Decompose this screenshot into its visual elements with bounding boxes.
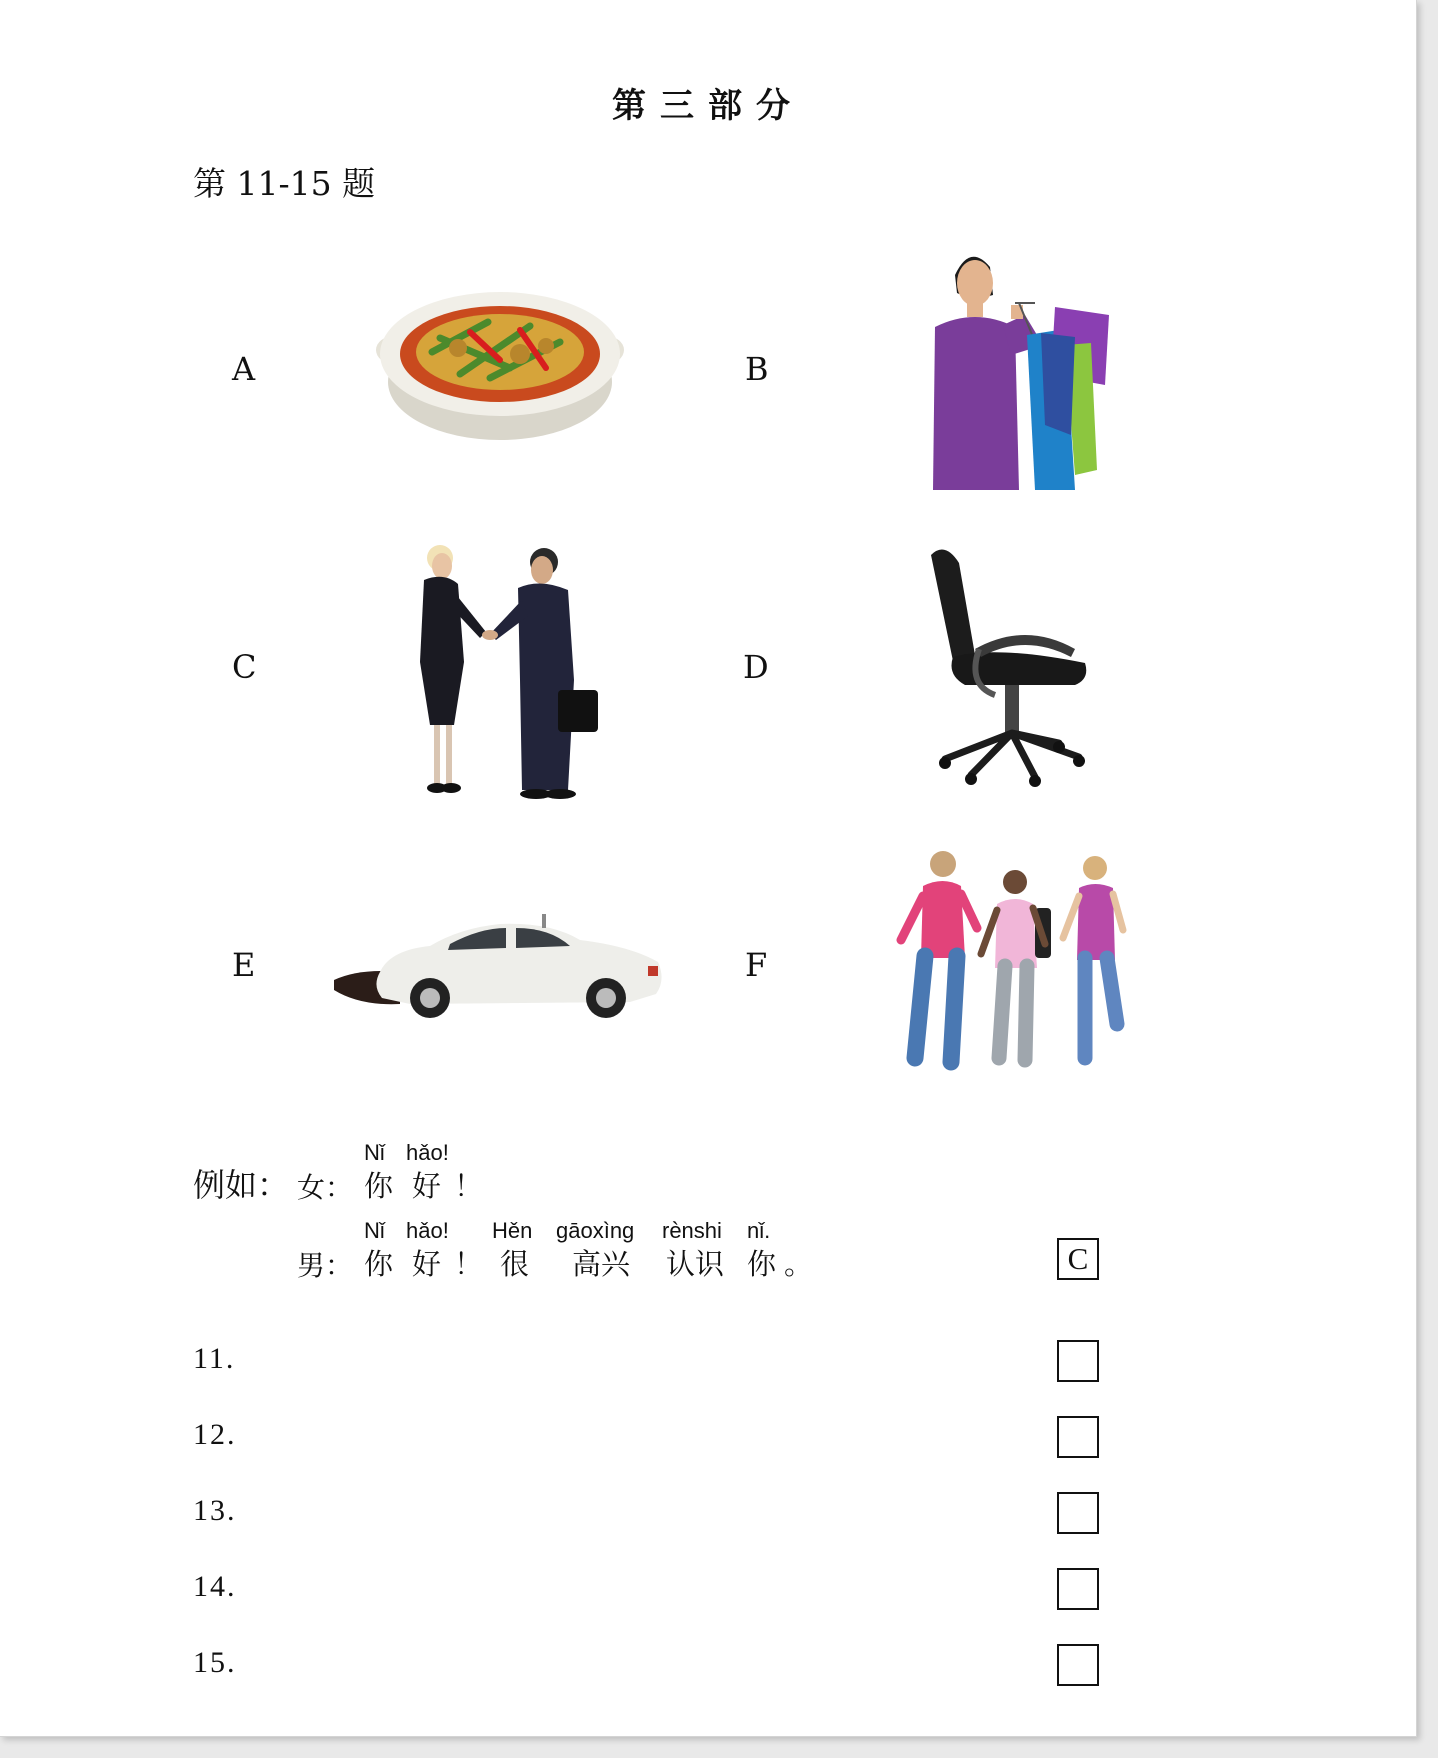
option-f-label: F [745, 946, 768, 984]
answer-box-15[interactable] [1057, 1644, 1099, 1686]
car-icon [330, 910, 670, 1020]
hanzi-ni: 你 [364, 1247, 394, 1281]
hanzi-period: 。 [784, 1247, 814, 1281]
hanzi-ni: 你 [364, 1169, 394, 1203]
pinyin-renshi: rènshi [662, 1218, 722, 1243]
hanzi-hao: 好 [412, 1247, 442, 1281]
office-chair-icon [925, 545, 1095, 790]
shopping-woman-icon [915, 245, 1120, 490]
question-number: 14. [193, 1570, 237, 1603]
pinyin-ni2: nǐ. [747, 1218, 771, 1243]
option-d-label: D [743, 648, 769, 686]
hanzi-exclaim: ！ [454, 1169, 484, 1203]
hanzi-renshi: 认识 [666, 1247, 725, 1281]
option-b-label: B [745, 350, 769, 388]
running-girls-icon [885, 848, 1135, 1083]
hanzi-exclaim: ！ [454, 1247, 484, 1281]
answer-box-14[interactable] [1057, 1568, 1099, 1610]
question-number: 13. [193, 1494, 237, 1527]
section-title: 第三部分 [612, 86, 804, 126]
question-range: 第 11-15 题 [193, 164, 376, 203]
speaker-female: 女： [297, 1171, 354, 1204]
pinyin-hao: hǎo! [406, 1140, 449, 1165]
speaker-male: 男： [297, 1249, 354, 1282]
hanzi-gaoxing: 高兴 [572, 1247, 631, 1281]
hanzi-hen: 很 [500, 1247, 530, 1281]
example-label: 例如： [193, 1166, 290, 1204]
hanzi-hao: 好 [412, 1169, 442, 1203]
answer-box-11[interactable] [1057, 1340, 1099, 1382]
food-pot-icon [370, 282, 630, 452]
option-c-label: C [232, 648, 257, 686]
pinyin-gaoxing: gāoxìng [556, 1218, 635, 1243]
question-number: 12. [193, 1418, 237, 1451]
question-number: 15. [193, 1646, 237, 1679]
option-a-label: A [232, 350, 256, 388]
pinyin-ni: Nǐ [364, 1140, 385, 1165]
pinyin-hen: Hěn [492, 1218, 533, 1243]
answer-box-12[interactable] [1057, 1416, 1099, 1458]
pinyin-ni: Nǐ [364, 1218, 385, 1243]
option-e-label: E [232, 946, 256, 984]
question-number: 11. [193, 1342, 236, 1375]
pinyin-hao: hǎo! [406, 1218, 449, 1243]
example-answer-box: C [1057, 1238, 1099, 1280]
handshake-icon [410, 540, 600, 802]
answer-box-13[interactable] [1057, 1492, 1099, 1534]
hanzi-ni2: 你 [747, 1247, 777, 1281]
